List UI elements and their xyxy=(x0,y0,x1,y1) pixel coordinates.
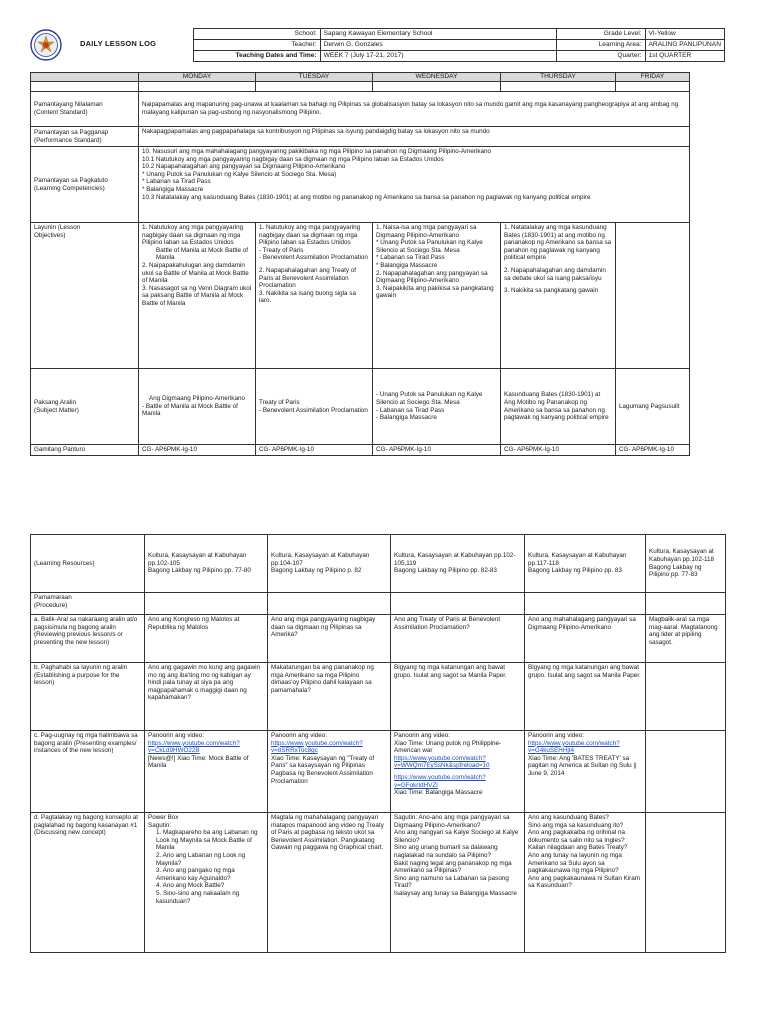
day-monday: MONDAY xyxy=(139,73,256,82)
dates-label: Teaching Dates and Time: xyxy=(194,51,321,62)
step-c-wednesday: Panoorin ang video: Xiao Time: Unang putok ng Philippine-American war https://www.youtube.com/watch?v=WWQm7EySsNk&spfreload=10 https://www.youtube.com/watch?v=GFokrIdHVZI Xiao Time: Balangiga Massacre xyxy=(391,731,525,813)
resources-monday: Kultura, Kasaysayan at Kabuhayan pp.102-105 Bagong Lakbay ng Pilipino pp. 77-80 xyxy=(145,535,268,593)
lesson-plan-table-2 xyxy=(30,534,726,953)
subject-matter-row xyxy=(31,369,690,445)
materials-thursday: CG- AP6PMK-Ig-10 xyxy=(501,445,616,456)
area-label: Learning Area: xyxy=(556,40,645,51)
step-a-wednesday: Ano ang Treaty of Paris at Benevolent Assimilation Proclamation? xyxy=(391,615,525,663)
teacher-value: Derwin G. Gonzales xyxy=(320,40,556,51)
content-standard-row xyxy=(31,92,690,127)
subject-matter-tuesday: Treaty of Paris - Benevolent Assimilation Proclamation xyxy=(256,369,373,445)
document-title: DAILY LESSON LOG xyxy=(80,39,157,48)
step-d-wednesday: Sagutin: Ano-ano ang mga pangyayari sa Digmaang Pilipino-Amerikano? Ano ang nangyari sa Kalye Sociego at Kalye Silencio? Sino ang unang bumaril sa dalawang naglalakad na sundalo sa Pilipino? Bakit naging legal ang pananakop ng mga Amerikano sa Pilipinas? Sino ang namuno sa Labanan sa pasong Tirad? Isalaysay ang tunay sa Balangiga Massacre xyxy=(391,813,525,953)
competencies-text: 10. Nasusuri ang mga mahahalagang pangyayaring pakikibaka ng mga Pilipino sa panahon ng Digmaang Pilipino-Amerikano 10.1 Natutukoy ang mga pangyayaring nagbigay daan sa digmaan ng mga Pilipino laban sa Estados Unidos 10.2 Napapahalagahan ang pangyayari sa Digmaang Pilipino-Amerikano * Unang Putok sa Panulukan ng Kalye Silencio at Sociego Sta. Mesa) * Labanan sa Tirad Pass * Balangiga Massacre 10.3 Natatalakay ang kasunduang Bates (1830-1901) at ang motibo ng pananakop ng Amerikano sa bansa sa panahon ng paglawak ng kanyang political empire xyxy=(139,147,690,223)
video-link-tuesday[interactable]: https://www.youtube.com/watch?v=8SRRxToc8gc xyxy=(271,739,363,755)
content-standard-label: Pamantayang Nilalaman (Content Standard) xyxy=(31,92,139,127)
step-b-monday: Ano ang gagawin mo kung ang gagawin mo ng ang iba'ting mo ng kabigan ay hindi pala tunay at siya pa ang magpapahamak o maggigi daan ng kapahamakan? xyxy=(145,663,268,731)
day-header-row xyxy=(31,73,690,82)
materials-label: Gamitang Panturo xyxy=(31,445,139,456)
procedure-row xyxy=(31,593,726,615)
step-b-wednesday: Bigyang ng mga katanungan ang bawat grupo. Isulat ang sagot sa Manila Paper. xyxy=(391,663,525,731)
school-value: Sapang Kawayan Elementary School xyxy=(320,29,556,40)
step-d-tuesday: Magtala ng mahahalagang pangyayari matapos mapanood ang video ng Treaty of Paris at pagbasa ng teksto ukol sa Benevolent Assimilation. Pangkatang Gawain ng paggawa ng Graphical chart. xyxy=(268,813,391,953)
grade-label: Grade Level: xyxy=(556,29,645,40)
video-link-wednesday-1[interactable]: https://www.youtube.com/watch?v=WWQm7EySsNk&spfreload=10 xyxy=(394,754,490,770)
subject-matter-wednesday: - Unang Putok sa Panulukan ng Kalye Silencio at Sociego Sta. Mesa - Labanan sa Tirad Pass - Balangiga Massacre xyxy=(373,369,501,445)
competencies-row xyxy=(31,147,690,223)
step-b-tuesday: Makatarungan ba ang pananakop ng mga Amerikano sa mga Pilipino dimaas'oy Pilipino dahil kalayaan sa pamamahala? xyxy=(268,663,391,731)
materials-wednesday: CG- AP6PMK-Ig-10 xyxy=(373,445,501,456)
objectives-tuesday: 1. Natutukoy ang mga pangyayaring nagbigay daan sa digmaan ng mga Pilipino laban sa Estados Unidos - Treaty of Paris - Benevolent Assimilation Proclamation 2. Napapahalagahan ang Treaty of Paris at Benevolent Assimilation Proclamation 3. Nakikita sa isang buong sigla sa laro. xyxy=(256,223,373,369)
step-a-tuesday: Ano ang mga pangyayaring nagbigay daan sa digmaan ng Pilipinas sa Amerika? xyxy=(268,615,391,663)
materials-friday: CG- AP6PMK-Ig-10 xyxy=(616,445,690,456)
step-d-monday: Power Box Sagutin: 1. Magkapareho ba ang Labanan ng Look ng Maynila sa Mock Battle of Manila 2. Ano ang Labanan ng Look ng Maynila? 3. Ano ang pangako ng mga Amerikano kay Aguinaldo? 4. Ano ang Mock Battle? 5. Sino-sino ang nakaalam ng kasunduan? xyxy=(145,813,268,953)
deped-seal-logo xyxy=(30,29,62,61)
subject-matter-monday: Ang Digmaang Pilipino-Amerikano - Battle of Manila at Mock Battle of Manila xyxy=(139,369,256,445)
subject-matter-label: Paksang Aralin (Subject Matter) xyxy=(31,369,139,445)
video-link-thursday[interactable]: https://www.youtube.com/watch?v=G4kuSEHHjt4 xyxy=(528,739,620,755)
performance-standard-label: Pamantayan sa Pagganap (Performance Standard) xyxy=(31,127,139,147)
materials-tuesday: CG- AP6PMK-Ig-10 xyxy=(256,445,373,456)
step-b-label: b. Paghahabi sa layunin ng aralin (Establishing a purpose for the lesson) xyxy=(31,663,145,731)
competencies-label: Pamantayan sa Pagkatuto (Learning Competencies) xyxy=(31,147,139,223)
step-a-label: a. Balik-Aral sa nakaraang aralin at/o pagsisimula ng bagong aralin (Reviewing previous lesson/s or presenting the new lesson) xyxy=(31,615,145,663)
day-friday: FRIDAY xyxy=(616,73,690,82)
area-value: ARALING PANLIPUNAN xyxy=(645,40,724,51)
resources-label: (Learning Resources) xyxy=(31,535,145,593)
video-link-monday[interactable]: https://www.youtube.com/watch?v=CkLd9HWO22B xyxy=(148,739,240,755)
objectives-friday xyxy=(616,223,690,369)
day-thursday: THURSDAY xyxy=(501,73,616,82)
step-a-row xyxy=(31,615,726,663)
quarter-label: Quarter: xyxy=(556,51,645,62)
objectives-thursday: 1. Natatalakay ang mga kasunduang Bates (1830-1901) at ang motibo ng pananakop ng Amerikano sa bansa sa panahon ng paglawak ng kanyang political empire 2. Napapahalagahan ang damdamin sa debate ukol sa isang paksa/isyu 3. Nakikita sa pangkatang gawain xyxy=(501,223,616,369)
objectives-wednesday: 1. Naisa-isa ang mga pangyayari sa Digmaang Pilipino-Amerikano * Unang Putok sa Panulukan ng Kalye Silencio at Sociego Sta. Mesa * Labanan sa Tirad Pass * Balangiga Massacre 2. Napapahalagahan ang pangyayari sa Digmaang Pilipino-Amerikano 3. Naipakikita ang pakikisa sa pangkatang gawain xyxy=(373,223,501,369)
performance-standard-text: Nakapagpapamalas ang pagpapahalaga sa kontribusyon ng Pilipinas sa isyung pandaigdig batay sa lokasyon nito sa mundo xyxy=(139,127,690,147)
procedure-label: Pamamaraan (Procedure) xyxy=(31,593,145,615)
step-c-row xyxy=(31,731,726,813)
performance-standard-row xyxy=(31,127,690,147)
grade-value: VI-Yellow xyxy=(645,29,724,40)
materials-monday: CG- AP6PMK-Ig-10 xyxy=(139,445,256,456)
step-c-friday xyxy=(646,731,726,813)
school-info-table xyxy=(193,28,725,62)
step-a-thursday: Ano ang mahahalagang pangyayari sa Digmaang Pilipino-Amerikano xyxy=(525,615,646,663)
step-a-monday: Ano ang Kongreso ng Malolos at Republika ng Malolos xyxy=(145,615,268,663)
school-label: School: xyxy=(194,29,321,40)
resources-friday: Kultura, Kasaysayan at Kabuhayan pp.102-118 Bagong Lakbay ng Pilipino pp. 77-83 xyxy=(646,535,726,593)
quarter-value: 1st QUARTER xyxy=(645,51,724,62)
step-d-row xyxy=(31,813,726,953)
lesson-plan-table-1 xyxy=(30,72,690,456)
materials-row xyxy=(31,445,690,456)
document-header xyxy=(30,28,725,62)
step-d-friday xyxy=(646,813,726,953)
resources-wednesday: Kultura, Kasaysayan at Kabuhayan pp.102-105,119 Bagong Lakbay ng Pilipino pp. 82-83 xyxy=(391,535,525,593)
step-b-row xyxy=(31,663,726,731)
step-c-monday: Panoorin ang video: https://www.youtube.com/watch?v=CkLd9HWO22B [News@!] Xiao Time: Mock Battle of Manila xyxy=(145,731,268,813)
step-c-tuesday: Panoorin ang video: https://www.youtube.com/watch?v=8SRRxToc8gc Xiao Time: Kasaysayan ng "Treaty of Paris" sa kasaysayan ng Pilipinas Pagbasa ng Benevolent Assimilation Proclamation xyxy=(268,731,391,813)
resources-thursday: Kultura, Kasaysayan at Kabuhayan pp.117-118 Bagong Lakbay ng Pilipino pp. 83 xyxy=(525,535,646,593)
teacher-label: Teacher: xyxy=(194,40,321,51)
step-b-friday xyxy=(646,663,726,731)
dates-value: WEEK 7 (July 17-21, 2017) xyxy=(320,51,556,62)
video-link-wednesday-2[interactable]: https://www.youtube.com/watch?v=GFokrIdHVZI xyxy=(394,773,486,789)
content-standard-text: Naipapamalas ang mapanuring pag-unawa at kaalaman sa bahagi ng Pilipinas sa globalisasyon batay sa lokasyon nito sa mundo gamit ang mga kasanayang pangheograpiya at ang ambag ng malayang kalipunan sa pag-usbong ng nasyonalismong Pilipino. xyxy=(139,92,690,127)
step-b-thursday: Bigyang ng mga katanungan ang bawat grupo. Isulat ang sagot sa Manila Paper. xyxy=(525,663,646,731)
day-wednesday: WEDNESDAY xyxy=(373,73,501,82)
step-d-label: d. Pagtalakay ng bagong konsepto at paglalahad ng bagong kasanayan #1 (Discussing new concept) xyxy=(31,813,145,953)
subject-matter-friday: Lagumang Pagsusulit xyxy=(616,369,690,445)
step-a-friday: Magbalik-aral sa mga mag-aaral. Magtatanong ang lider at pipiling sasagot. xyxy=(646,615,726,663)
spacer-row xyxy=(31,82,690,92)
step-d-thursday: Ano ang kasunduang Bates? Sino ang mga sa kasunduang ito? Ano ang pagkakaiba ng orihinal na dokumento sa salin nito sa Ingles? Kailan nilagdaan ang Bates Treaty? Ano ang tunay na layunin ng mga Amerikano sa Sulu ayon sa pagkakaunawa ng mga Pilipino? Ano ang pagkakaunawa ni Sultan Kiram sa Kasunduan? xyxy=(525,813,646,953)
subject-matter-thursday: Kasunduang Bates (1830-1901) at Ang Motibo ng Pananakop ng Amerikano sa bansa sa panahon ng paglawak ng kanyang political empire xyxy=(501,369,616,445)
objectives-row xyxy=(31,223,690,369)
corner-cell xyxy=(31,73,139,82)
objectives-monday: 1. Natutukoy ang mga pangyayaring nagbigay daan sa digmaan ng mga Pilipino laban sa Estados Unidos Battle of Manila at Mock Battle of Manila 2. Naipapakahulugan ang damdamin ukol sa Battle of Manila at Mock Battle of Manila 3. Nasasagot sa ng Venn Diagram ukol sa paksang Battle of Manila at Mock Battle of Manila xyxy=(139,223,256,369)
objectives-label: Layunin (Lesson Objectives) xyxy=(31,223,139,369)
step-c-label: c. Pag-uugnay ng mga halimbawa sa bagong aralin (Presenting examples/ instances of the new lesson) xyxy=(31,731,145,813)
resources-row xyxy=(31,535,726,593)
resources-tuesday: Kultura, Kasaysayan at Kabuhayan pp.104-107 Bagong Lakbay ng Pilipino p. 82 xyxy=(268,535,391,593)
day-tuesday: TUESDAY xyxy=(256,73,373,82)
step-c-thursday: Panoorin ang video: https://www.youtube.com/watch?v=G4kuSEHHjt4 Xiao Time: Ang 'BATES TREATY' sa pagitan ng America at Sultan ng Sulu || June 9, 2014 xyxy=(525,731,646,813)
